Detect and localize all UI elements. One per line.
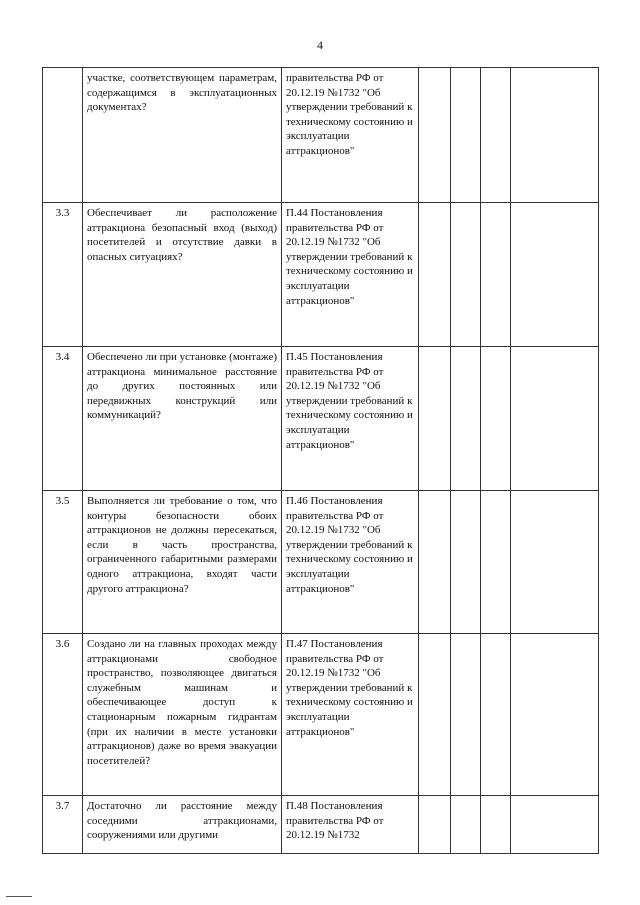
checklist-table (42, 67, 599, 854)
requirement-question: Обеспечивает ли расположение аттракциона безопасный вход (выход) посетителей и отсутствие давки в опасных ситуациях? (83, 203, 282, 347)
requirement-question: Создано ли на главных проходах между аттракционами свободное пространство, позволяющее двигаться служебным машинам и обеспечивающее доступ к стационарным пожарным гидрантам (при их наличии в месте установки аттракционов) даже во время эвакуации посетителей? (83, 634, 282, 796)
answer-na-cell (481, 68, 511, 203)
legal-reference: П.44 Постановления правительства РФ от 20.12.19 №1732 "Об утверждении требований к техническому состоянию и эксплуатации аттракционов" (282, 203, 419, 347)
answer-yes-cell (419, 347, 451, 491)
requirement-question: участке, соответствующем параметрам, содержащимся в эксплуатационных документах? (83, 68, 282, 203)
answer-na-cell (481, 634, 511, 796)
answer-na-cell (481, 796, 511, 854)
answer-yes-cell (419, 203, 451, 347)
legal-reference: правительства РФ от 20.12.19 №1732 "Об утверждении требований к техническому состоянию и эксплуатации аттракционов" (282, 68, 419, 203)
requirement-question: Выполняется ли требование о том, что контуры безопасности обоих аттракционов не должны пересекаться, если в часть пространства, ограниченного габаритными размерами одного аттракциона, входят части другого аттракциона? (83, 491, 282, 634)
answer-no-cell (451, 347, 481, 491)
legal-reference: П.46 Постановления правительства РФ от 20.12.19 №1732 "Об утверждении требований к техническому состоянию и эксплуатации аттракционов" (282, 491, 419, 634)
comment-cell (511, 347, 599, 491)
row-number: 3.3 (43, 203, 83, 347)
comment-cell (511, 491, 599, 634)
requirement-question: Обеспечено ли при установке (монтаже) аттракциона минимальное расстояние до других постоянных или передвижных конструкций или коммуникаций? (83, 347, 282, 491)
table-row (43, 491, 599, 634)
page-edge-mark (6, 896, 32, 897)
table-row (43, 347, 599, 491)
page-number: 4 (317, 38, 323, 52)
table-row (43, 68, 599, 203)
answer-yes-cell (419, 634, 451, 796)
answer-na-cell (481, 491, 511, 634)
requirement-question: Достаточно ли расстояние между соседними аттракционами, сооружениями или другими (83, 796, 282, 854)
answer-yes-cell (419, 68, 451, 203)
answer-na-cell (481, 347, 511, 491)
answer-yes-cell (419, 796, 451, 854)
row-number: 3.4 (43, 347, 83, 491)
answer-no-cell (451, 796, 481, 854)
legal-reference: П.48 Постановления правительства РФ от 20.12.19 №1732 (282, 796, 419, 854)
answer-no-cell (451, 68, 481, 203)
row-number: 3.6 (43, 634, 83, 796)
answer-no-cell (451, 491, 481, 634)
comment-cell (511, 634, 599, 796)
table-row (43, 796, 599, 854)
comment-cell (511, 203, 599, 347)
table-row (43, 634, 599, 796)
legal-reference: П.45 Постановления правительства РФ от 20.12.19 №1732 "Об утверждении требований к техническому состоянию и эксплуатации аттракционов" (282, 347, 419, 491)
table-row (43, 203, 599, 347)
comment-cell (511, 68, 599, 203)
answer-na-cell (481, 203, 511, 347)
comment-cell (511, 796, 599, 854)
legal-reference: П.47 Постановления правительства РФ от 20.12.19 №1732 "Об утверждении требований к техническому состоянию и эксплуатации аттракционов" (282, 634, 419, 796)
answer-yes-cell (419, 491, 451, 634)
answer-no-cell (451, 634, 481, 796)
row-number: 3.5 (43, 491, 83, 634)
row-number: 3.7 (43, 796, 83, 854)
row-number (43, 68, 83, 203)
answer-no-cell (451, 203, 481, 347)
